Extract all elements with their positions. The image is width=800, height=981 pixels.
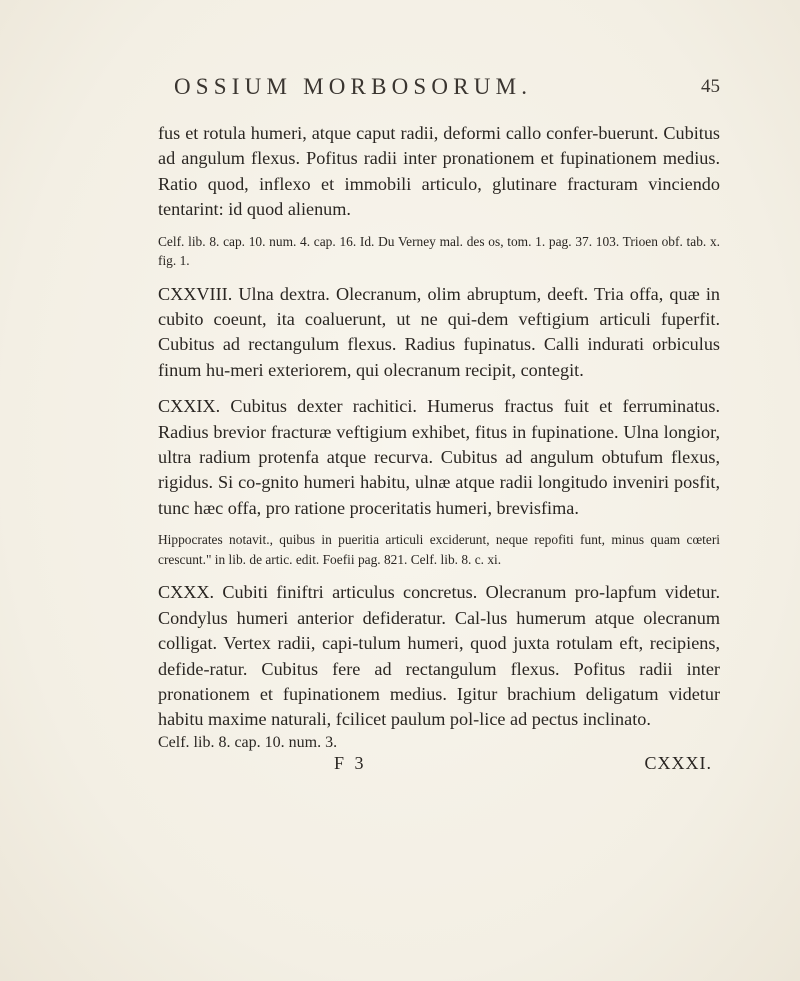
running-title: OSSIUM MORBOSORUM.	[174, 74, 533, 99]
page-footer	[158, 753, 720, 779]
signature-mark: F 3	[334, 752, 367, 773]
body-text	[158, 121, 720, 779]
reference-note: Celf. lib. 8. cap. 10. num. 3.	[158, 733, 338, 751]
catchword: CXXXI.	[644, 752, 712, 773]
entry-cxxx: CXXX. Cubiti finiftri articulus concretus. Olecranum pro-lapfum videtur. Condylus humeri anterior defideratur. Cal-lus humerum atque olecranum colligat. Vertex radii, capi-tulum humeri, quod juxta rotulam eft, recipiens, defide-ratur. Cubitus fere ad rectangulum flexus. Pofitus radii inter pronationem et fupinationem medius. Igitur brachium deligatum videtur habitu maxime naturali, fcilicet paulum pol-lice ad pectus inclinato.	[158, 582, 720, 730]
entry-cxxviii: CXXVIII. Ulna dextra. Olecranum, olim abruptum, deeft. Tria offa, quæ in cubito coeunt, ita coaluerunt, ut ne qui-dem veftigium articuli fuperfit. Cubitus ad rectangulum flexus. Radius fupinatus. Calli indurati orbiculus finum hu-meri exteriorem, qui olecranum recipit, contegit.	[158, 283, 720, 380]
reference-note: Celf. lib. 8. cap. 10. num. 4. cap. 16. Id. Du Verney mal. des os, tom. 1. pag. 37. 103. Trioen obf. tab. x. fig. 1.	[158, 233, 720, 269]
entry-cxxix: CXXIX. Cubitus dexter rachitici. Humerus fractus fuit et ferruminatus. Radius brevior fracturæ veftigium exhibet, fitus in fupinatione. Ulna longior, ultra radium protenfa atque recurva. Cubitus ad angulum obtufum flexus, rigidus. Si co-gnito humeri habitu, ulnæ atque radii longitudo inveniri posfit, tunc hæc offa, pro ratione proceritatis humeri, brevisfima.	[158, 396, 720, 518]
page-number: 45	[701, 76, 720, 97]
running-head	[160, 74, 720, 114]
paragraph-continuation: fus et rotula humeri, atque caput radii, deformi callo confer-buerunt. Cubitus ad angulum flexus. Pofitus radii inter pronationem et fupinationem medius. Ratio quod, inflexo et immobili articulo, glutinare fracturam vinciendo tentarint: id quod alienum.	[158, 123, 720, 220]
reference-note: Hippocrates notavit., quibus in pueritia articuli exciderunt, neque repofiti funt, minus quam cœteri crescunt." in lib. de artic. edit. Foefii pag. 821. Celf. lib. 8. c. xi.	[158, 532, 720, 567]
